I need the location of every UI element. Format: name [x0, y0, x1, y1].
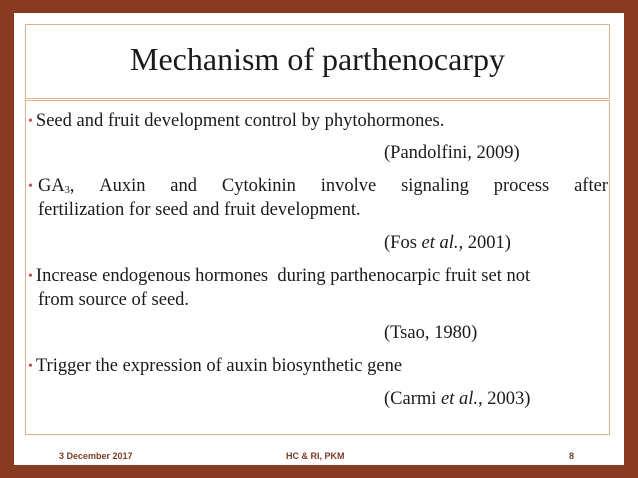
- bullet-item: [28, 110, 444, 134]
- bullet-item: [28, 265, 530, 289]
- bullet-text-justified: [38, 175, 608, 200]
- citation-prefix: (Fos: [384, 233, 422, 253]
- word: signaling: [401, 176, 469, 196]
- bullet-text: Trigger the expression of auxin biosynthetic gene: [35, 356, 403, 376]
- slide: [14, 13, 624, 465]
- bullet-icon: •: [28, 179, 33, 194]
- word: [38, 175, 74, 200]
- word: after: [574, 176, 608, 196]
- word: process: [493, 176, 550, 196]
- citation-italic: et al.,: [441, 389, 483, 409]
- citation-suffix: 2003): [482, 389, 531, 409]
- bullet-icon: •: [28, 269, 33, 284]
- bullet-text: Increase endogenous hormones during parthenocarpic fruit set not: [35, 266, 531, 286]
- bullet-item: [28, 355, 402, 379]
- citation-suffix: 2001): [463, 233, 511, 253]
- word: and: [170, 176, 198, 196]
- citation-prefix: (Carmi: [384, 389, 442, 409]
- bullet-continuation: fertilization for seed and fruit development.: [38, 200, 361, 220]
- word: involve: [320, 176, 377, 196]
- bullet-icon: •: [28, 359, 33, 374]
- slide-title: Mechanism of parthenocarpy: [130, 41, 505, 77]
- slide-body: [14, 13, 624, 465]
- ga-subscript: 3: [64, 185, 70, 196]
- comma: ,: [69, 176, 75, 196]
- citation: (Pandolfini, 2009): [384, 143, 520, 163]
- bullet-icon: •: [28, 114, 33, 129]
- ga-label: GA: [38, 176, 65, 196]
- page-number: 8: [569, 451, 575, 461]
- citation: [384, 388, 530, 410]
- bullet-item: [28, 175, 36, 199]
- footer-date: 3 December 2017: [59, 451, 133, 461]
- bullet-continuation: from source of seed.: [38, 290, 190, 310]
- bullet-text: Seed and fruit development control by phytohormones.: [35, 111, 445, 131]
- word: Cytokinin: [221, 176, 296, 196]
- word: Auxin: [99, 176, 146, 196]
- footer-center: HC & RI, PKM: [286, 451, 345, 461]
- citation-italic: et al.,: [421, 233, 464, 253]
- citation: (Tsao, 1980): [384, 323, 478, 343]
- citation: [384, 232, 511, 254]
